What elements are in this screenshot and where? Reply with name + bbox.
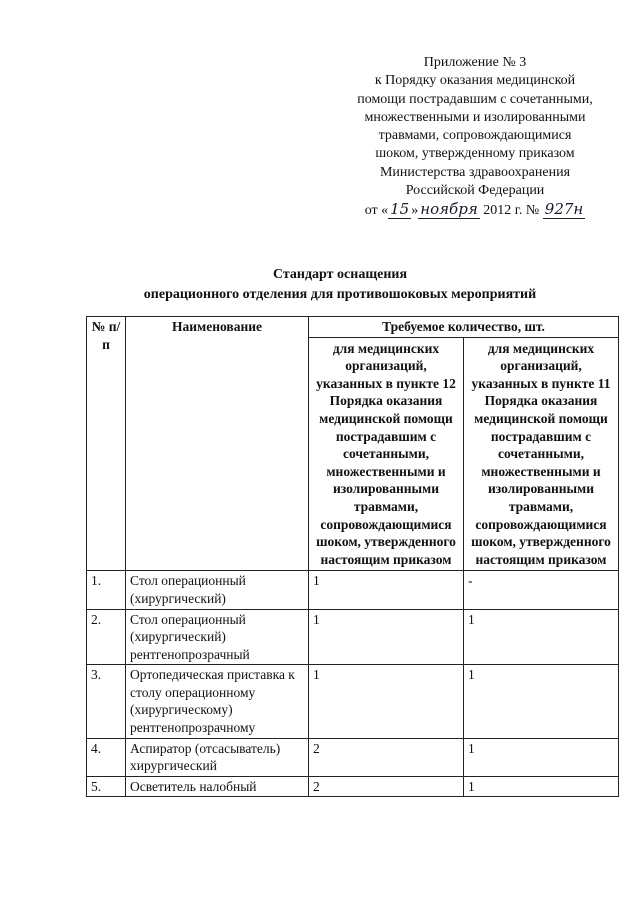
appendix-header (340, 54, 610, 221)
date-month: ноября (420, 200, 478, 219)
date-prefix: от « (364, 203, 389, 219)
row-num: 2. (87, 609, 126, 665)
header-col-b: для медицинских организаций, указанных в пункте 11 Порядка оказания медицинской помощи пострадавшим с сочетанными, множественными и изолированными травмами, сопровождающимися шоком, утвержденного настоящим приказом (464, 337, 619, 571)
table-row (87, 665, 619, 738)
title-line-2: операционного отделения для противошоковых мероприятий (143, 287, 537, 302)
document-title (90, 265, 590, 305)
equipment-table (86, 316, 619, 797)
row-qty-a: 2 (309, 738, 464, 776)
row-name: Стол операционный (хирургический) рентгенопрозрачный (126, 609, 309, 665)
row-qty-b: 1 (464, 609, 619, 665)
row-qty-b: 1 (464, 665, 619, 738)
order-date-line (340, 200, 610, 220)
date-year: 2012 г. № (483, 203, 540, 219)
date-mid: » (411, 203, 419, 219)
date-day: 15 (390, 200, 410, 219)
row-qty-a: 2 (309, 776, 464, 797)
appendix-line: Российской Федерации (405, 183, 545, 199)
order-number: 927н (544, 200, 584, 219)
appendix-line: помощи пострадавшим с сочетанными, (357, 91, 593, 107)
appendix-line: к Порядку оказания медицинской (374, 73, 576, 89)
row-num: 4. (87, 738, 126, 776)
appendix-line: травмами, сопровождающимися (378, 128, 572, 144)
row-name: Осветитель налобный (126, 776, 309, 797)
appendix-line: множественными и изолированными (364, 109, 586, 125)
row-qty-b: 1 (464, 776, 619, 797)
row-name: Стол операционный (хирургический) (126, 571, 309, 609)
row-qty-a: 1 (309, 609, 464, 665)
title-line-1: Стандарт оснащения (272, 267, 408, 282)
header-name: Наименование (126, 317, 309, 571)
row-qty-a: 1 (309, 571, 464, 609)
table-row (87, 776, 619, 797)
row-num: 5. (87, 776, 126, 797)
row-qty-b: 1 (464, 738, 619, 776)
row-num: 1. (87, 571, 126, 609)
appendix-line: Приложение № 3 (423, 55, 527, 70)
header-num: № п/п (87, 317, 126, 571)
row-name: Ортопедическая приставка к столу операционному (хирургическому) рентгенопрозрачному (126, 665, 309, 738)
header-required: Требуемое количество, шт. (309, 317, 619, 338)
row-qty-a: 1 (309, 665, 464, 738)
row-qty-b: - (464, 571, 619, 609)
table-row (87, 738, 619, 776)
appendix-line: Министерства здравоохранения (379, 164, 571, 180)
header-col-a: для медицинских организаций, указанных в пункте 12 Порядка оказания медицинской помощи пострадавшим с сочетанными, множественными и изолированными травмами, сопровождающимися шоком, утвержденного настоящим приказом (309, 337, 464, 571)
table-row (87, 609, 619, 665)
appendix-line: шоком, утвержденному приказом (375, 146, 575, 162)
row-name: Аспиратор (отсасыватель) хирургический (126, 738, 309, 776)
table-row (87, 571, 619, 609)
row-num: 3. (87, 665, 126, 738)
